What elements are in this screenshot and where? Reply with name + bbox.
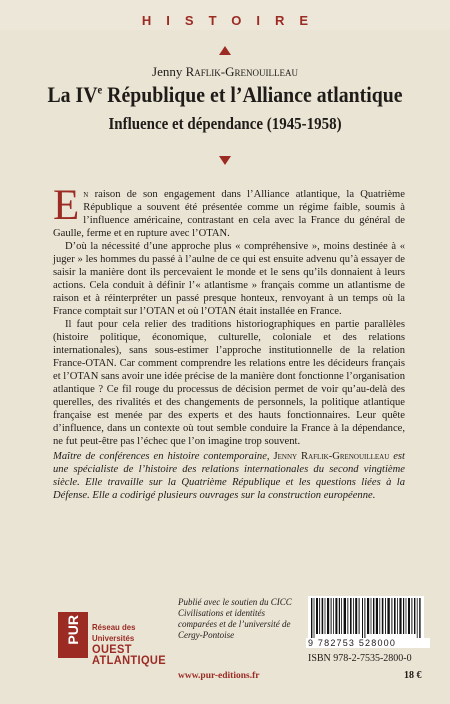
triangle-up-icon (219, 46, 231, 55)
bio-text-1: Maître de conférences en histoire contemporaine, (53, 451, 274, 462)
blurb-text (53, 182, 405, 448)
paragraph-1 (53, 182, 405, 240)
support-note: Publié avec le soutien du CICC Civilisations et identités comparées et de l’université de Cergy-Pontoise (178, 597, 292, 640)
bio-author-name: Jenny Raflik-Grenouilleau (273, 451, 390, 462)
author-bio (53, 450, 405, 502)
paragraph-2: D’où la nécessité d’une approche plus « compréhensive », moins destinée à « juger » les hommes du passé à l’aulne de ce qui est ensuite advenu qu’à essayer de saisir la manière dont ils percevaient le monde et le sens qu’ils donnaient à leurs actions. Cela conduit à définir l’« atlantisme » français comme un atlantisme de raison et à réinterpréter un passé presque honteux, renvoyant à un temps où la France comptait sur l’OTAN et où l’OTAN était installée en France. (53, 241, 405, 317)
title-part2: République et l’Alliance atlantique (102, 82, 403, 107)
series-label: HISTOIRE (141, 13, 324, 28)
title-superscript: e (97, 82, 103, 97)
bio-text-2: est une spécialiste de l’histoire des relations internationales du second vingtième siècle. Elle travaille sur la Quatrième République et les questions liées à la Défense. Elle a codirigé plusieurs ouvrages sur la construction européenne. (53, 451, 405, 501)
book-subtitle: Influence et dépendance (1945-1958) (108, 114, 342, 133)
isbn: ISBN 978-2-7535-2800-0 (308, 653, 412, 664)
triangle-down-icon (219, 156, 231, 165)
paragraph-1-text: raison de son engagement dans l’Alliance atlantique, la Quatrième République a souvent été présentée comme un régime faible, soumis à l’influence américaine, contrastant en cela avec la France du général de Gaulle, ferme et en rupture avec l’OTAN. (53, 189, 405, 239)
paragraph-3: Il faut pour cela relier des traditions historiographiques en partie parallèles (histoire politique, économique, culturelle, coloniale et des relations internationales), sans sous-estimer l’approche institutionnelle de la relation France-OTAN. Car comment comprendre les relations entre les décideurs français et l’OTAN sans avoir une idée précise de la manière dont fonctionne l’organisation atlantique ? Ce fil rouge du processus de décision permet de voir qu’au-delà des querelles, des rivalités et des changements de personnels, la politique atlantique française est menée par des experts et des hauts fonctionnaires. Leur quête d’influence, dans un contexte où tout semble conduire la France à la dépendance, ne fut peut-être pas l’échec que l’on imagine trop souvent. (53, 319, 405, 447)
author-name (0, 64, 450, 80)
publisher-line-1: Réseau des Universités (92, 622, 136, 643)
author-last-name: Raflik-Grenouilleau (185, 64, 298, 79)
publisher-url[interactable]: www.pur-editions.fr (178, 671, 260, 681)
pur-logo (58, 612, 88, 658)
drop-cap-rest: n (83, 189, 89, 200)
pur-logo-text: PUR (64, 615, 81, 645)
barcode-digits: 9 782753 528000 (306, 638, 430, 648)
price: 18 € (404, 670, 422, 681)
author-first-name: Jenny (152, 64, 183, 79)
publisher-line-2: OUEST ATLANTIQUE (92, 642, 167, 667)
barcode (308, 596, 424, 638)
drop-cap: E (53, 182, 80, 229)
title-part1: La IV (47, 82, 98, 107)
book-title (27, 82, 423, 108)
publisher-network (92, 622, 175, 666)
